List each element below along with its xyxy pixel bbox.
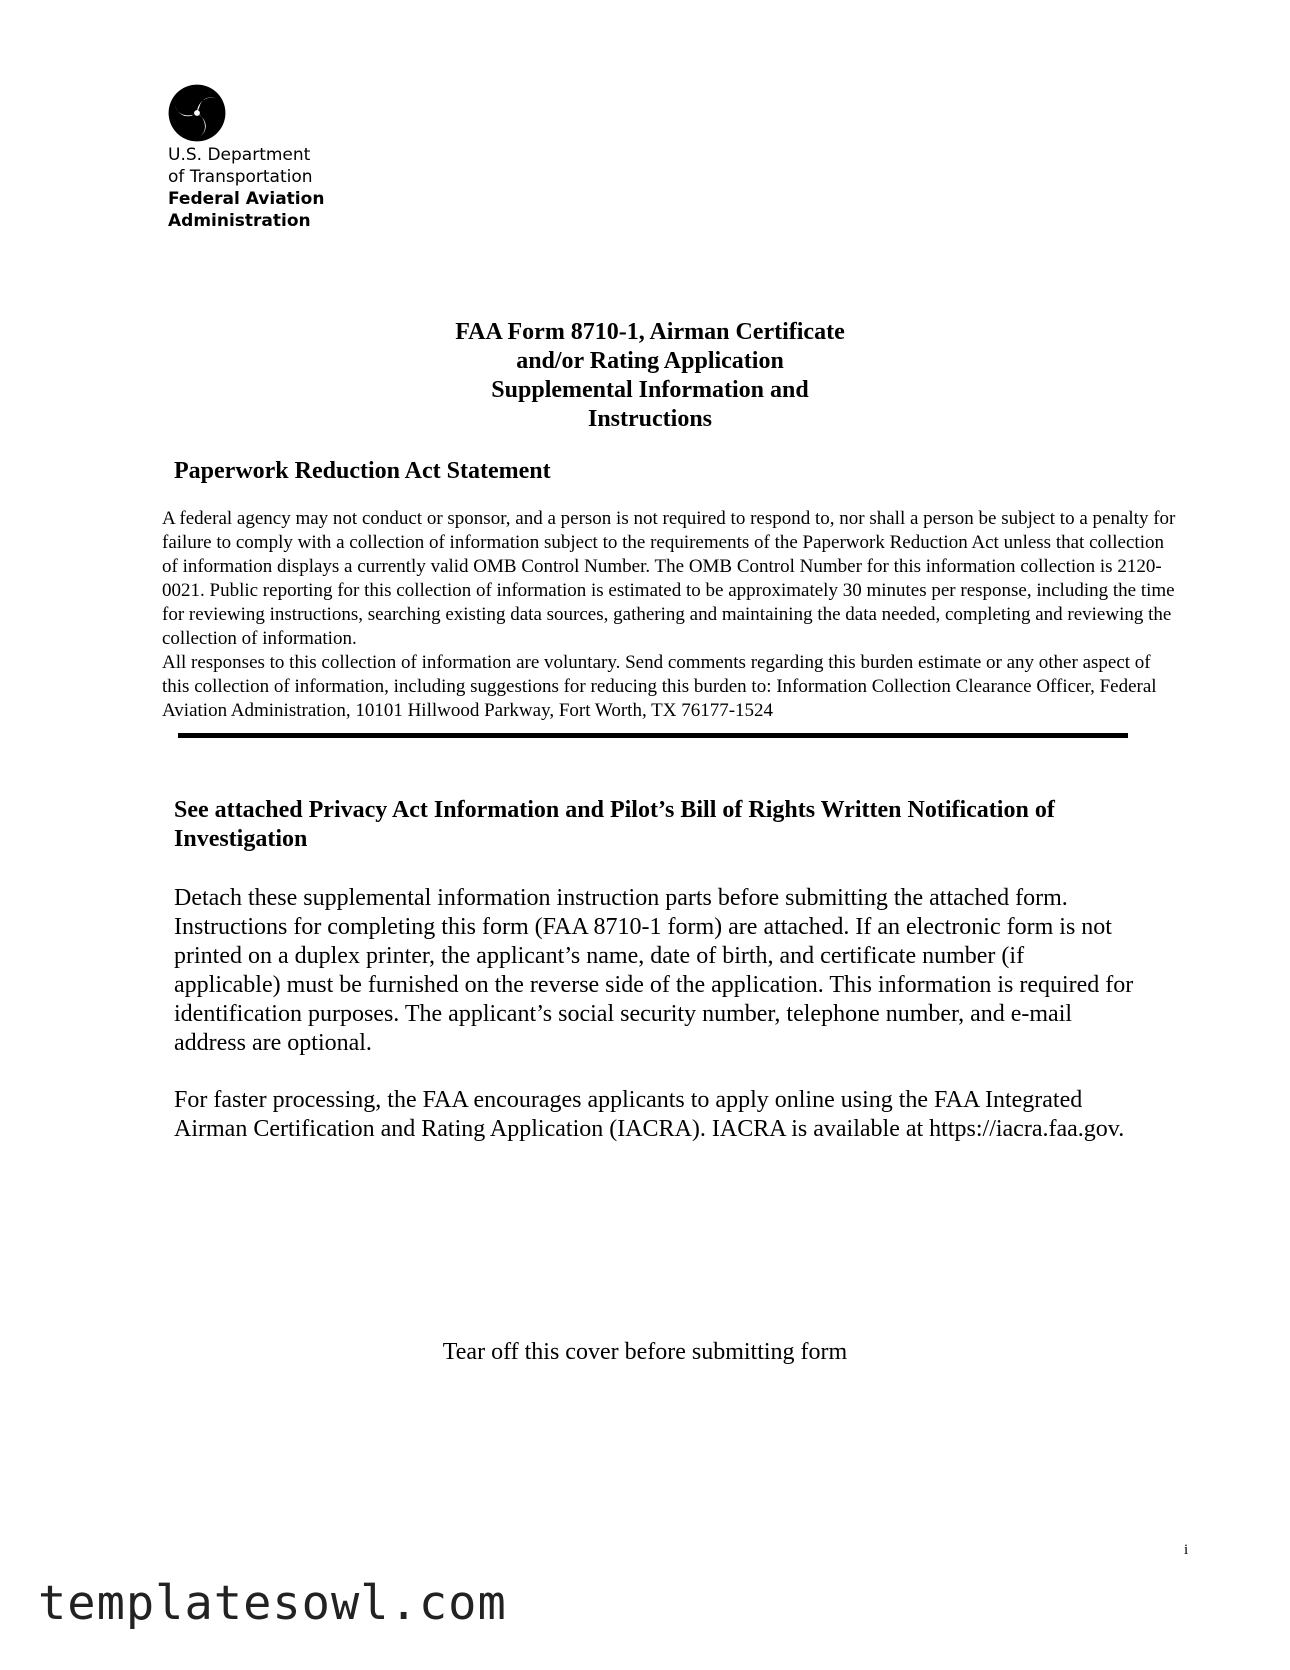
- paperwork-reduction-heading: Paperwork Reduction Act Statement: [174, 458, 551, 484]
- tear-off-notice: Tear off this cover before submitting form: [442, 1339, 848, 1365]
- administration-name-line-1: Federal Aviation: [168, 189, 325, 209]
- online-application-paragraph: For faster processing, the FAA encourages applicants to apply online using the FAA Integrated Airman Certification and Rating Application (IACRA). IACRA is available at https://iacra.faa.gov.: [174, 1087, 1125, 1142]
- page-number: i: [1184, 1542, 1189, 1558]
- administration-name-line-2: Administration: [168, 211, 311, 231]
- section-divider: [178, 733, 1128, 738]
- title-line: Supplemental Information and: [491, 377, 809, 403]
- document-title: [340, 318, 960, 434]
- title-line: and/or Rating Application: [516, 348, 784, 374]
- detach-instructions-paragraph: Detach these supplemental information instruction parts before submitting the attached form. Instructions for completing this form (FAA 8710-1 form) are attached. If an electronic form is not printed on a duplex printer, the applicant’s name, date of birth, and certificate number (if applicable) must be furnished on the reverse side of the application. This information is required for identification purposes. The applicant’s social security number, telephone number, and e-mail address are optional.: [174, 885, 1134, 1056]
- dot-faa-logo: [168, 84, 368, 232]
- paperwork-reduction-statement: [162, 507, 1182, 723]
- privacy-act-notice-heading: See attached Privacy Act Information and Pilot’s Bill of Rights Written Notification of Investigation: [174, 797, 1055, 852]
- title-line: FAA Form 8710-1, Airman Certificate: [455, 319, 845, 345]
- paperwork-reduction-paragraph-2: All responses to this collection of information are voluntary. Send comments regarding this burden estimate or any other aspect of this collection of information, including suggestions for reducing this burden to: Information Collection Clearance Officer, Federal Aviation Administration, 10101 Hillwood Parkway, Fort Worth, TX 76177-1524: [162, 652, 1157, 721]
- dot-triskelion-logo-icon: [168, 84, 226, 142]
- paperwork-reduction-paragraph: A federal agency may not conduct or sponsor, and a person is not required to respond to, nor shall a person be subject to a penalty for failure to comply with a collection of information subject to the requirements of the Paperwork Reduction Act unless that collection of information displays a currently valid OMB Control Number. The OMB Control Number for this information collection is 2120-0021. Public reporting for this collection of information is estimated to be approximately 30 minutes per response, including the time for reviewing instructions, searching existing data sources, gathering and maintaining the data needed, completing and reviewing the collection of information.: [162, 508, 1176, 649]
- agency-name-line-1: U.S. Department: [168, 145, 311, 165]
- agency-name-line-2: of Transportation: [168, 167, 313, 187]
- title-line: Instructions: [587, 406, 713, 432]
- site-watermark: templatesowl.com: [38, 1576, 507, 1631]
